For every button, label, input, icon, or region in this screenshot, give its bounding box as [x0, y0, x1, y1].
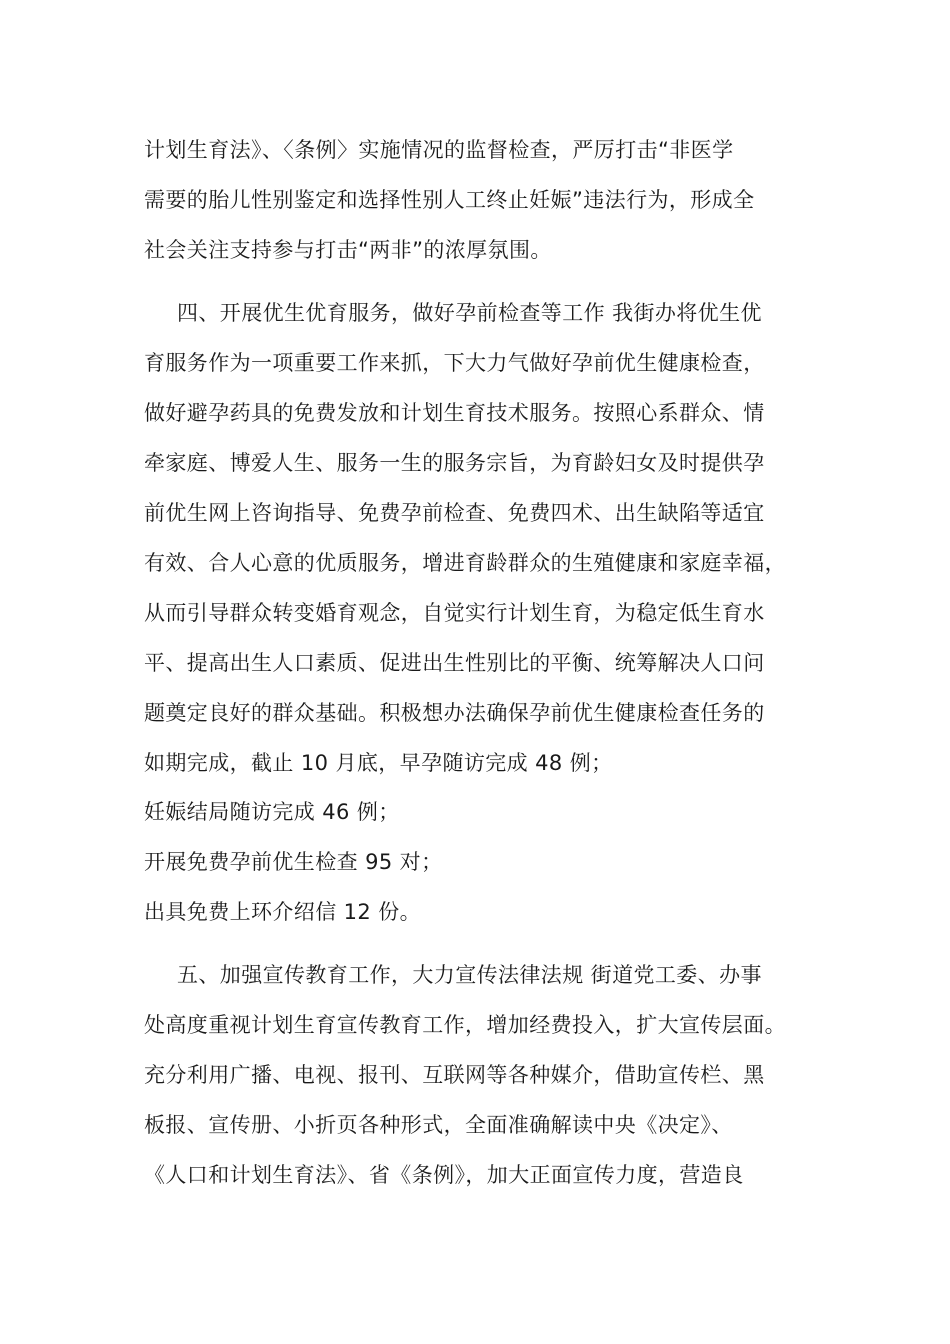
paragraph-3-line: 处高度重视计划生育宣传教育工作，增加经费投入，扩大宣传层面。	[144, 1013, 786, 1037]
list-item: 妊娠结局随访完成 46 例；	[144, 800, 400, 824]
paragraph-2-line: 如期完成，截止 10 月底，早孕随访完成 48 例；	[144, 751, 613, 775]
paragraph-2-line: 育服务作为一项重要工作来抓，下大力气做好孕前优生健康检查，	[144, 351, 765, 375]
list-item: 出具免费上环介绍信 12 份。	[144, 900, 422, 924]
list-item: 开展免费孕前优生检查 95 对；	[144, 850, 443, 874]
paragraph-1-line: 需要的胎儿性别鉴定和选择性别人工终止妊娠”违法行为，形成全	[144, 188, 755, 212]
paragraph-2-heading-line: 四、开展优生优育服务，做好孕前检查等工作 我街办将优生优	[177, 301, 762, 325]
paragraph-1-line: 计划生育法》、〈条例〉实施情况的监督检查，严厉打击“非医学	[144, 138, 734, 162]
paragraph-1-line: 社会关注支持参与打击“两非”的浓厚氛围。	[144, 238, 552, 262]
paragraph-2-line: 牵家庭、博爱人生、服务一生的服务宗旨，为育龄妇女及时提供孕	[144, 451, 765, 475]
paragraph-3-line: 板报、宣传册、小折页各种形式，全面准确解读中央《决定》、	[144, 1113, 733, 1137]
paragraph-3-heading-line: 五、加强宣传教育工作，大力宣传法律法规 街道党工委、办事	[177, 963, 762, 987]
paragraph-2-line: 平、提高出生人口素质、促进出生性别比的平衡、统筹解决人口问	[144, 651, 765, 675]
paragraph-2-line: 有效、合人心意的优质服务，增进育龄群众的生殖健康和家庭幸福，	[144, 551, 786, 575]
paragraph-2-line: 做好避孕药具的免费发放和计划生育技术服务。按照心系群众、情	[144, 401, 765, 425]
paragraph-3-line: 《人口和计划生育法》、省《条例》，加大正面宣传力度，营造良	[144, 1163, 744, 1187]
paragraph-3-line: 充分利用广播、电视、报刊、互联网等各种媒介，借助宣传栏、黑	[144, 1063, 765, 1087]
paragraph-2-line: 前优生网上咨询指导、免费孕前检查、免费四术、出生缺陷等适宜	[144, 501, 765, 525]
paragraph-2-line: 题奠定良好的群众基础。积极想办法确保孕前优生健康检查任务的	[144, 701, 765, 725]
paragraph-2-line: 从而引导群众转变婚育观念，自觉实行计划生育，为稳定低生育水	[144, 601, 765, 625]
